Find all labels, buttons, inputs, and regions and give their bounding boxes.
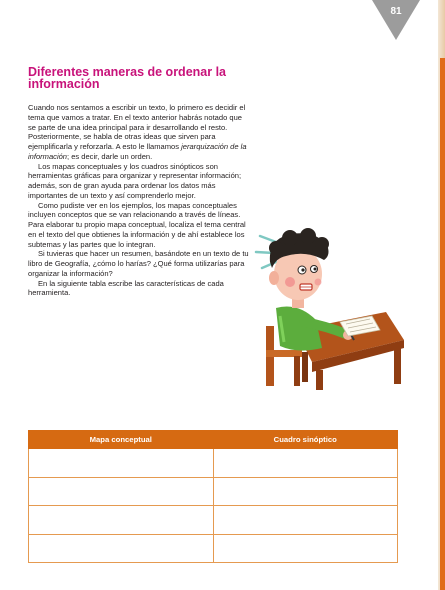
tools-comparison-table — [28, 430, 398, 563]
page-edge-stripe — [440, 58, 445, 590]
table-header-row — [29, 431, 398, 449]
table-cell[interactable] — [213, 449, 398, 478]
body-text — [28, 103, 250, 298]
section-title: Diferentes maneras de ordenar la información — [28, 65, 226, 91]
table-cell[interactable] — [29, 534, 214, 563]
paragraph-2: Los mapas conceptuales y los cuadros sinópticos son herramientas gráficas para organizar y representar información; además, son de gran ayuda para ordenar los datos más importantes de un texto y así comprenderlo mejor. — [28, 161, 242, 200]
column-header-cuadro-sinoptico: Cuadro sinóptico — [213, 431, 398, 449]
paragraph-1-emphasis: jerarquización de la información — [28, 142, 247, 161]
paragraph-4: Si tuvieras que hacer un resumen, basándote en un texto de tu libro de Geografía, ¿cómo lo harías? ¿Qué forma utilizarías para organizar la información? — [28, 249, 249, 278]
paragraph-5: En la siguiente tabla escribe las características de cada herramienta. — [28, 278, 224, 298]
paragraph-1-end: ; es decir, darle un orden. — [67, 151, 153, 161]
table-cell[interactable] — [213, 477, 398, 506]
page-number: 81 — [390, 6, 402, 17]
table-cell[interactable] — [29, 477, 214, 506]
table-row — [29, 477, 398, 506]
paragraph-3: Como pudiste ver en los ejemplos, los mapas conceptuales incluyen conceptos que se van relacionando a través de líneas. Para elaborar tu propio mapa conceptual, localiza el tema central en el texto del que obtienes la información y de ahí establece los subtemas y las partes que lo integran. — [28, 200, 246, 249]
table-cell[interactable] — [29, 449, 214, 478]
student-writing-at-desk-icon — [246, 222, 416, 392]
table-row — [29, 449, 398, 478]
paragraph-1-start: Cuando nos sentamos a escribir un texto, lo primero es decidir el tema que vamos a tratar. En el texto anterior habrás notado que se parte de una idea principal para ir desarrollando el resto. Posteriormente, se habla de otras ideas que sirven para ejemplificarla y reforzarla. A esto le llamamos — [28, 103, 246, 151]
table-cell[interactable] — [213, 506, 398, 535]
table-row — [29, 534, 398, 563]
table-row — [29, 506, 398, 535]
column-header-mapa-conceptual: Mapa conceptual — [29, 431, 214, 449]
paragraph-1 — [28, 103, 250, 162]
table-cell[interactable] — [29, 506, 214, 535]
table-cell[interactable] — [213, 534, 398, 563]
